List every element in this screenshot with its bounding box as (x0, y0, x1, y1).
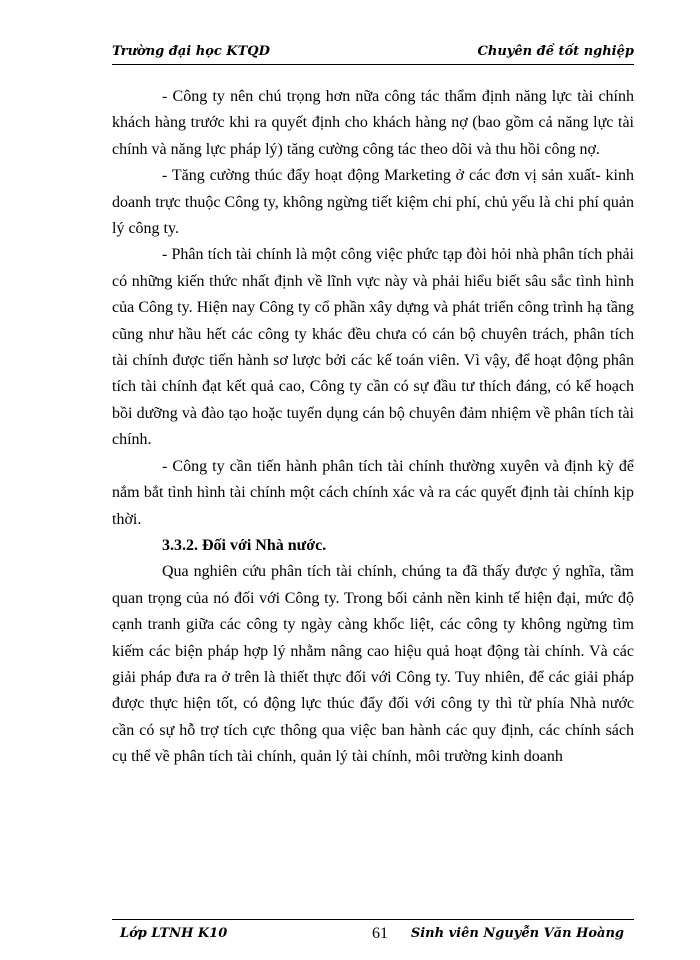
page-footer (112, 926, 634, 946)
header-school: Trường đại học KTQD (112, 44, 270, 59)
footer-class: Lớp LTNH K10 (120, 926, 228, 941)
paragraph: - Phân tích tài chính là một công việc phức tạp đòi hỏi nhà phân tích phải có những kiến thức nhất định về lĩnh vực này và phải hiểu biết sâu sắc tình hình của Công ty. Hiện nay Công ty cổ phần xây dựng và phát triển công trình hạ tầng cũng như hầu hết các công ty khác đều chưa có cán bộ chuyên trách, phân tích tài chính được tiến hành sơ lược bởi các kế toán viên. Vì vậy, để hoạt động phân tích tài chính đạt kết quả cao, Công ty cần có sự đầu tư thích đáng, có kế hoạch bồi dưỡng và đào tạo hoặc tuyển dụng cán bộ chuyên đảm nhiệm về phân tích tài chính. (112, 246, 634, 449)
header-doc-type: Chuyên đề tốt nghiệp (477, 44, 634, 59)
paragraph: - Công ty cần tiến hành phân tích tài chính thường xuyên và định kỳ để nắm bắt tình hình tài chính một cách chính xác và ra các quyết định tài chính kịp thời. (112, 457, 634, 528)
paragraph: - Tăng cường thúc đẩy hoạt động Marketing ở các đơn vị sản xuất- kinh doanh trực thuộc Công ty, không ngừng tiết kiệm chi phí, chủ yếu là chi phí quản lý công ty. (112, 167, 634, 238)
page-body (112, 84, 634, 771)
footer-rule (112, 919, 634, 920)
paragraph: - Công ty nên chú trọng hơn nữa công tác thẩm định năng lực tài chính khách hàng trước khi ra quyết định cho khách hàng nợ (bao gồm cả năng lực tài chính và năng lực pháp lý) tăng cường công tác theo dõi và thu hồi công nợ. (112, 88, 634, 158)
paragraph: Qua nghiên cứu phân tích tài chính, chúng ta đã thấy được ý nghĩa, tầm quan trọng của nó đối với Công ty. Trong bối cảnh nền kinh tế hiện đại, mức độ cạnh tranh giữa các công ty ngày càng khốc liệt, các công ty không ngừng tìm kiếm các biện pháp hợp lý nhằm nâng cao hiệu quả hoạt động tài chính. Và các giải pháp đưa ra ở trên là thiết thực đối với Công ty. Tuy nhiên, để các giải pháp được thực hiện tốt, có động lực thúc đẩy đối với công ty thì từ phía Nhà nước cần có sự hỗ trợ tích cực thông qua việc ban hành các quy định, các chính sách cụ thể về phân tích tài chính, quản lý tài chính, môi trường kinh doanh (112, 563, 634, 766)
section-heading: 3.3.2. Đối với Nhà nước. (162, 536, 327, 554)
footer-student: Sinh viên Nguyễn Văn Hoàng (410, 926, 624, 941)
page-header (112, 38, 634, 65)
page-number: 61 (372, 925, 388, 942)
